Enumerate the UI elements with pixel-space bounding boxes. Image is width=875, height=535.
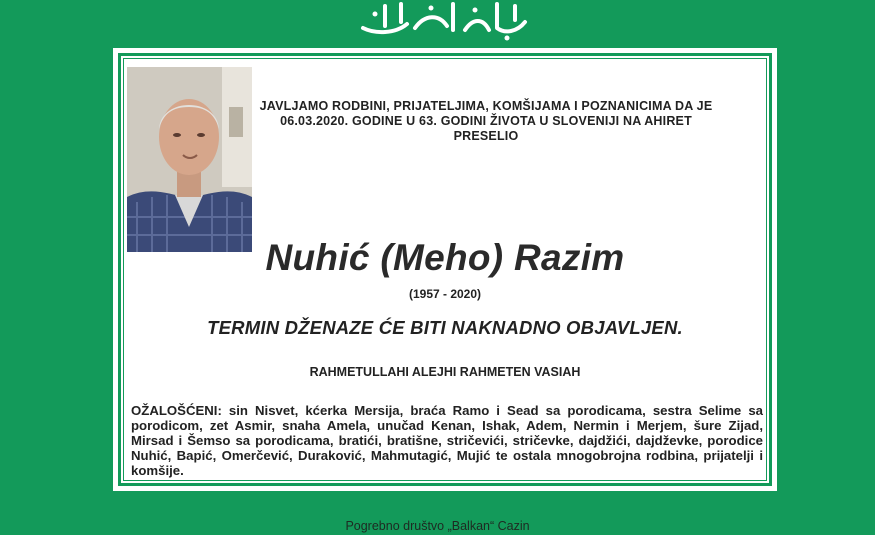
life-years: (1957 - 2020) bbox=[408, 287, 482, 301]
deceased-name: Nuhić (Meho) Razim bbox=[265, 237, 625, 278]
prayer-text: RAHMETULLAHI ALEJHI RAHMETEN VASIAH bbox=[309, 365, 581, 379]
funeral-date-notice: TERMIN DŽENAZE ĆE BITI NAKNADNO OBJAVLJEN. bbox=[207, 317, 683, 338]
notice-card bbox=[113, 48, 777, 491]
notice-content bbox=[123, 58, 767, 481]
announcement-text: JAVLJAMO RODBINI, PRIJATELJIMA, KOMŠIJAMA I POZNANICIMA DA JE 06.03.2020. GODINE U 63. GODINI ŽIVOTA U SLOVENIJI NA AHIRET PRESELIO bbox=[259, 99, 713, 143]
portrait-photo bbox=[127, 67, 252, 252]
mourners-list: OŽALOŠĆENI: sin Nisvet, kćerka Mersija, braća Ramo i Sead sa porodicama, sestra Selime sa porodicom, zet Asmir, snaha Amela, unučad Kenan, Ishak, Adem, Nermin i Merjem, šure Zijad, Mirsad i Šemso sa porodicama, bratići, bratišne, stričevići, stričevke, dajdžići, dajdževke, porodice Nuhić, Bapić, Omerčević, Duraković, Mahmutagić, Mujić te ostala mnogobrojna rodbina, prijatelji i komšije. bbox=[131, 403, 763, 478]
notice-border bbox=[118, 53, 772, 486]
funeral-home-footer: Pogrebno društvo „Balkan“ Cazin bbox=[345, 519, 530, 533]
arabic-calligraphy-icon bbox=[355, 0, 535, 42]
